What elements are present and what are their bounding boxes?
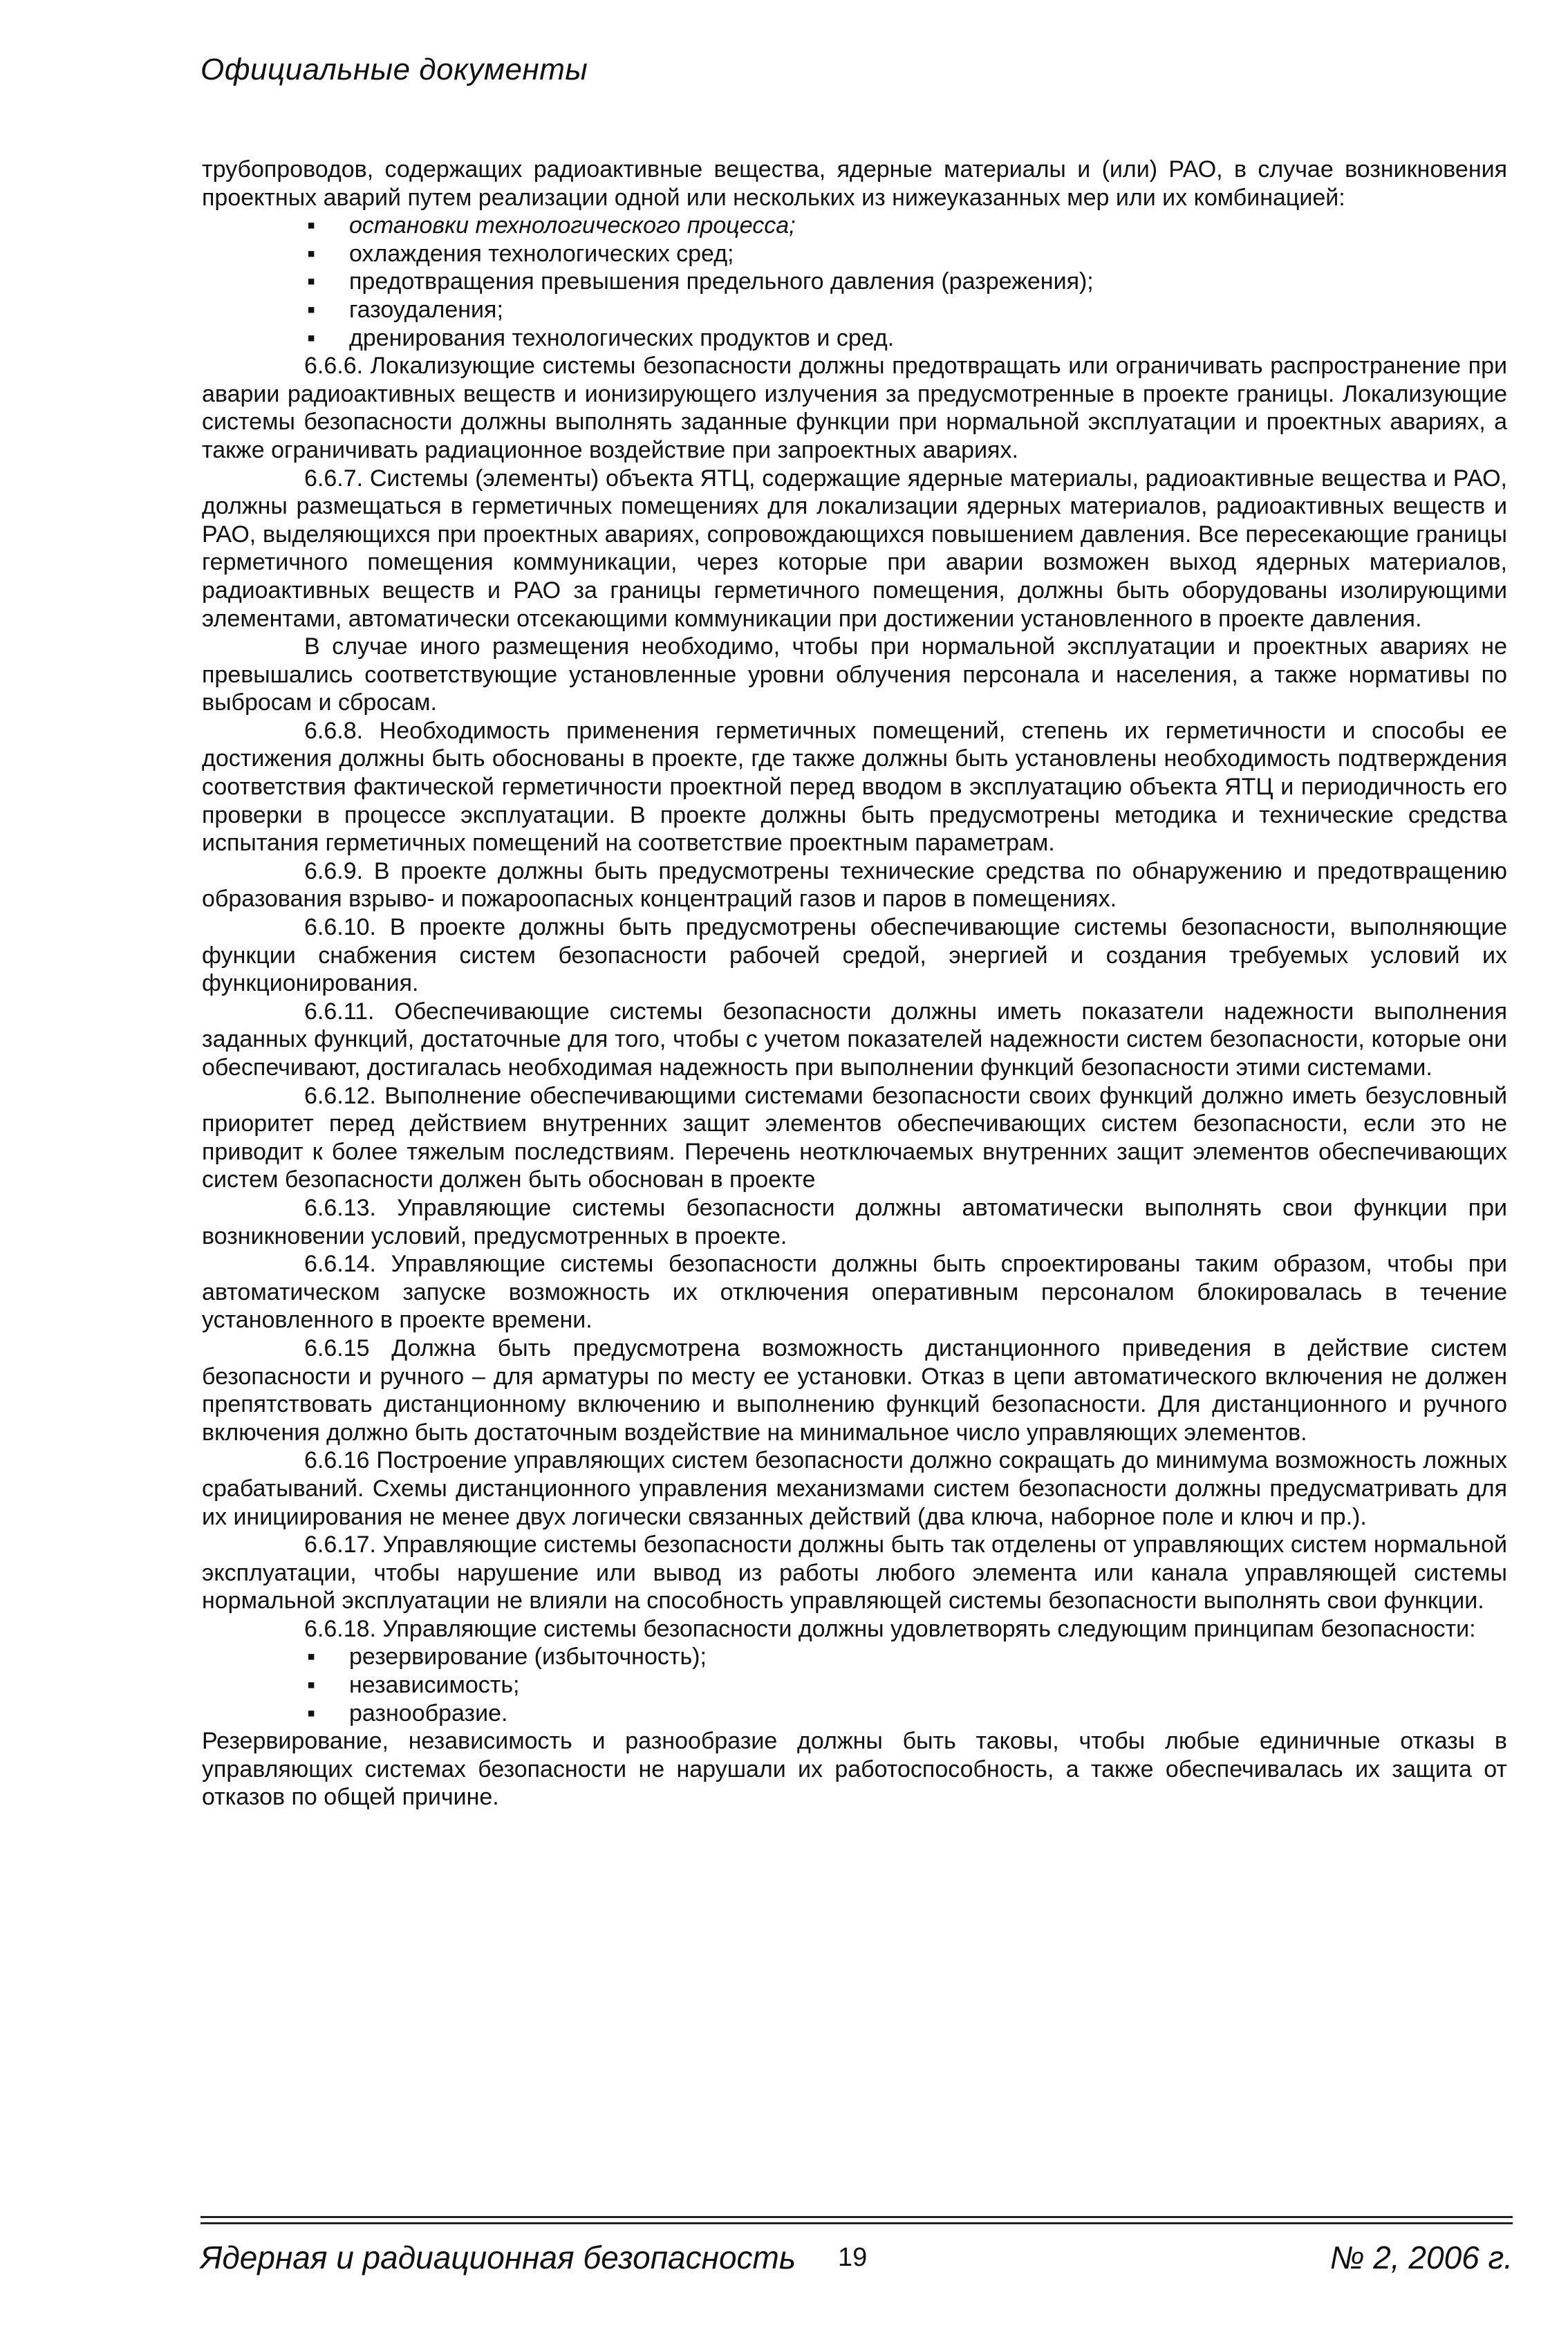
list-item: ▪ предотвращения превышения предельного давления (разрежения);: [304, 268, 1507, 296]
list-item: ▪ дренирования технологических продуктов и сред.: [304, 324, 1507, 353]
paragraph-6-6-17: 6.6.17. Управляющие системы безопасности должны быть так отделены от управляющих систем нормальной эксплуатации, чтобы нарушение или вывод из работы любого элемента или канала управляющей системы нормальной эксплуатации не влияли на способность управляющей системы безопасности выполнять свои функции.: [202, 1531, 1507, 1614]
bullet-icon: ▪: [306, 1700, 316, 1726]
page-footer: [200, 2239, 1513, 2280]
principles-list: [202, 1643, 1507, 1727]
paragraph-alt-placement: В случае иного размещения необходимо, чтобы при нормальной эксплуатации и проектных авариях не превышались соответствующие установленные уровни облучения персонала и населения, а также нормативы по выбросам и сбросам.: [202, 633, 1507, 716]
paragraph-6-6-16: 6.6.16 Построение управляющих систем безопасности должно сокращать до минимума возможность ложных срабатываний. Схемы дистанционного управления механизмами систем безопасности должны предусматривать для их инициирования не менее двух логически связанных действий (два ключа, наборное поле и ключ и пр.).: [202, 1447, 1507, 1530]
paragraph-6-6-15: 6.6.15 Должна быть предусмотрена возможность дистанционного приведения в действие систем безопасности и ручного – для арматуры по месту ее установки. Отказ в цепи автоматического включения не должен препятствовать дистанционному включению и выполнению функций безопасности. Для дистанционного и ручного включения должно быть достаточным воздействие на минимальное число управляющих элементов.: [202, 1334, 1507, 1446]
paragraph-6-6-9: 6.6.9. В проекте должны быть предусмотрены технические средства по обнаружению и предотвращению образования взрыво- и пожароопасных концентраций газов и паров в помещениях.: [202, 857, 1507, 913]
bullet-icon: ▪: [306, 268, 316, 295]
paragraph-6-6-12: 6.6.12. Выполнение обеспечивающими системами безопасности своих функций должно иметь безусловный приоритет перед действием внутренних защит элементов обеспечивающих систем безопасности, если это не приводит к более тяжелым последствиям. Перечень неотключаемых внутренних защит элементов обеспечивающих систем безопасности должен быть обоснован в проекте: [202, 1082, 1507, 1193]
list-item: ▪ резервирование (избыточность);: [304, 1643, 1507, 1671]
paragraph-6-6-8: 6.6.8. Необходимость применения герметичных помещений, степень их герметичности и способы ее достижения должны быть обоснованы в проекте, где также должны быть установлены необходимость подтверждения соответствия фактической герметичности проектной перед вводом в эксплуатацию объекта ЯТЦ и периодичность его проверки в процессе эксплуатации. В проекте должны быть предусмотрены методика и технические средства испытания герметичных помещений на соответствие проектным параметрам.: [202, 717, 1507, 857]
bullet-icon: ▪: [306, 324, 316, 351]
page-number: 19: [838, 2243, 868, 2272]
bullet-icon: ▪: [306, 296, 316, 323]
list-item: ▪ газоудаления;: [304, 296, 1507, 324]
list-item: ▪ независимость;: [304, 1671, 1507, 1700]
paragraph-6-6-10: 6.6.10. В проекте должны быть предусмотрены обеспечивающие системы безопасности, выполняющие функции снабжения систем безопасности рабочей средой, энергией и создания требуемых условий их функционирования.: [202, 914, 1507, 997]
bullet-icon: ▪: [306, 240, 316, 267]
paragraph-6-6-6: 6.6.6. Локализующие системы безопасности должны предотвращать или ограничивать распространение при аварии радиоактивных веществ и ионизирующего излучения за предусмотренные в проекте границы. Локализующие системы безопасности должны выполнять заданные функции при нормальной эксплуатации и проектных авариях, а также ограничивать радиационное воздействие при запроектных авариях.: [202, 353, 1507, 463]
footer-divider: [200, 2222, 1513, 2224]
bullet-icon: ▪: [306, 212, 316, 239]
document-body: [202, 156, 1507, 1812]
paragraph-6-6-18: 6.6.18. Управляющие системы безопасности должны удовлетворять следующим принципам безопасности:: [304, 1615, 1476, 1642]
bullet-icon: ▪: [306, 1644, 316, 1670]
paragraph-6-6-13: 6.6.13. Управляющие системы безопасности должны автоматически выполнять свои функции при возникновении условий, предусмотренных в проекте.: [202, 1194, 1507, 1249]
intro-paragraph: трубопроводов, содержащих радиоактивные вещества, ядерные материалы и (или) РАО, в случае возникновения проектных аварий путем реализации одной или нескольких из нижеуказанных мер или их комбинацией:: [202, 156, 1507, 211]
paragraph-6-6-7: 6.6.7. Системы (элементы) объекта ЯТЦ, содержащие ядерные материалы, радиоактивные вещества и РАО, должны размещаться в герметичных помещениях для локализации ядерных материалов, радиоактивных веществ и РАО, выделяющихся при проектных авариях, сопровождающихся повышением давления. Все пересекающие границы герметичного помещения коммуникации, через которые при аварии возможен выход ядерных материалов, радиоактивных веществ и РАО за границы герметичного помещения, должны быть оборудованы изолирующими элементами, автоматически отсекающими коммуникации при достижении установленного в проекте давления.: [202, 465, 1507, 632]
bullet-icon: ▪: [306, 1672, 316, 1699]
paragraph-6-6-14: 6.6.14. Управляющие системы безопасности должны быть спроектированы таким образом, чтобы при автоматическом запуске возможность их отключения оперативным персоналом блокировалась в течение установленного в проекте времени.: [202, 1251, 1507, 1334]
list-item: ▪ остановки технологического процесса;: [304, 212, 1507, 240]
journal-title: Ядерная и радиационная безопасность: [200, 2240, 796, 2275]
list-item: ▪ разнообразие.: [304, 1700, 1507, 1728]
closing-paragraph: Резервирование, независимость и разнообразие должны быть таковы, чтобы любые единичные отказы в управляющих системах безопасности не нарушали их работоспособность, а также обеспечивалась их защита от отказов по общей причине.: [202, 1728, 1507, 1811]
paragraph-6-6-11: 6.6.11. Обеспечивающие системы безопасности должны иметь показатели надежности выполнения заданных функций, достаточные для того, чтобы с учетом показателей надежности систем безопасности, которые они обеспечивают, достигалась необходимая надежность при выполнении функций безопасности этими системами.: [202, 998, 1507, 1081]
issue-number: № 2, 2006 г.: [1329, 2240, 1513, 2275]
footer-divider: [200, 2216, 1513, 2218]
measures-list: [202, 212, 1507, 352]
list-item: ▪ охлаждения технологических сред;: [304, 240, 1507, 268]
page-header: Официальные документы: [200, 53, 588, 86]
